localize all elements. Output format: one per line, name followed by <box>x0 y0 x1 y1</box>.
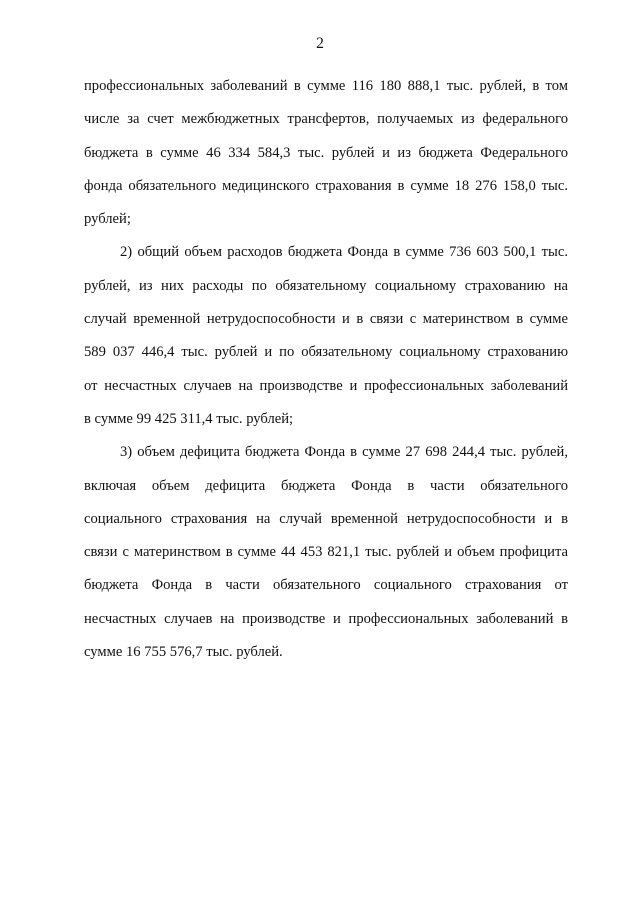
document-body <box>84 76 568 675</box>
text-line: рублей; <box>84 211 131 228</box>
text-line: связи с материнством в сумме 44 453 821,1 тыс. рублей и объем профицита <box>84 544 568 561</box>
text-line: от несчастных случаев на производстве и профессиональных заболеваний <box>84 377 568 394</box>
text-line: профессиональных заболеваний в сумме 116 180 888,1 тыс. рублей, в том <box>84 78 568 94</box>
text-line: бюджета в сумме 46 334 584,3 тыс. рублей и из бюджета Федерального <box>84 144 568 161</box>
paragraph-item-3-first-line: 3) объем дефицита бюджета Фонда в сумме 27 698 244,4 тыс. рублей, <box>120 444 568 461</box>
text-line: фонда обязательного медицинского страхования в сумме 18 276 158,0 тыс. <box>84 177 568 194</box>
text-line: бюджета Фонда в части обязательного социального страхования от <box>84 577 568 594</box>
text-line: социального страхования на случай временной нетрудоспособности и в <box>84 510 568 527</box>
text-line: несчастных случаев на производстве и профессиональных заболеваний в <box>84 610 568 627</box>
text-line: случай временной нетрудоспособности и в связи с материнством в сумме <box>84 311 568 328</box>
text-line: числе за счет межбюджетных трансфертов, получаемых из федерального <box>84 111 568 128</box>
text-line: сумме 16 755 576,7 тыс. рублей. <box>84 644 283 661</box>
text-line: включая объем дефицита бюджета Фонда в части обязательного <box>84 477 568 494</box>
text-line: 589 037 446,4 тыс. рублей и по обязательному социальному страхованию <box>84 344 568 361</box>
paragraph-item-2-first-line: 2) общий объем расходов бюджета Фонда в сумме 736 603 500,1 тыс. <box>120 244 568 261</box>
text-line: в сумме 99 425 311,4 тыс. рублей; <box>84 410 294 427</box>
text-line: рублей, из них расходы по обязательному социальному страхованию на <box>84 277 568 294</box>
page-number: 2 <box>316 35 324 52</box>
